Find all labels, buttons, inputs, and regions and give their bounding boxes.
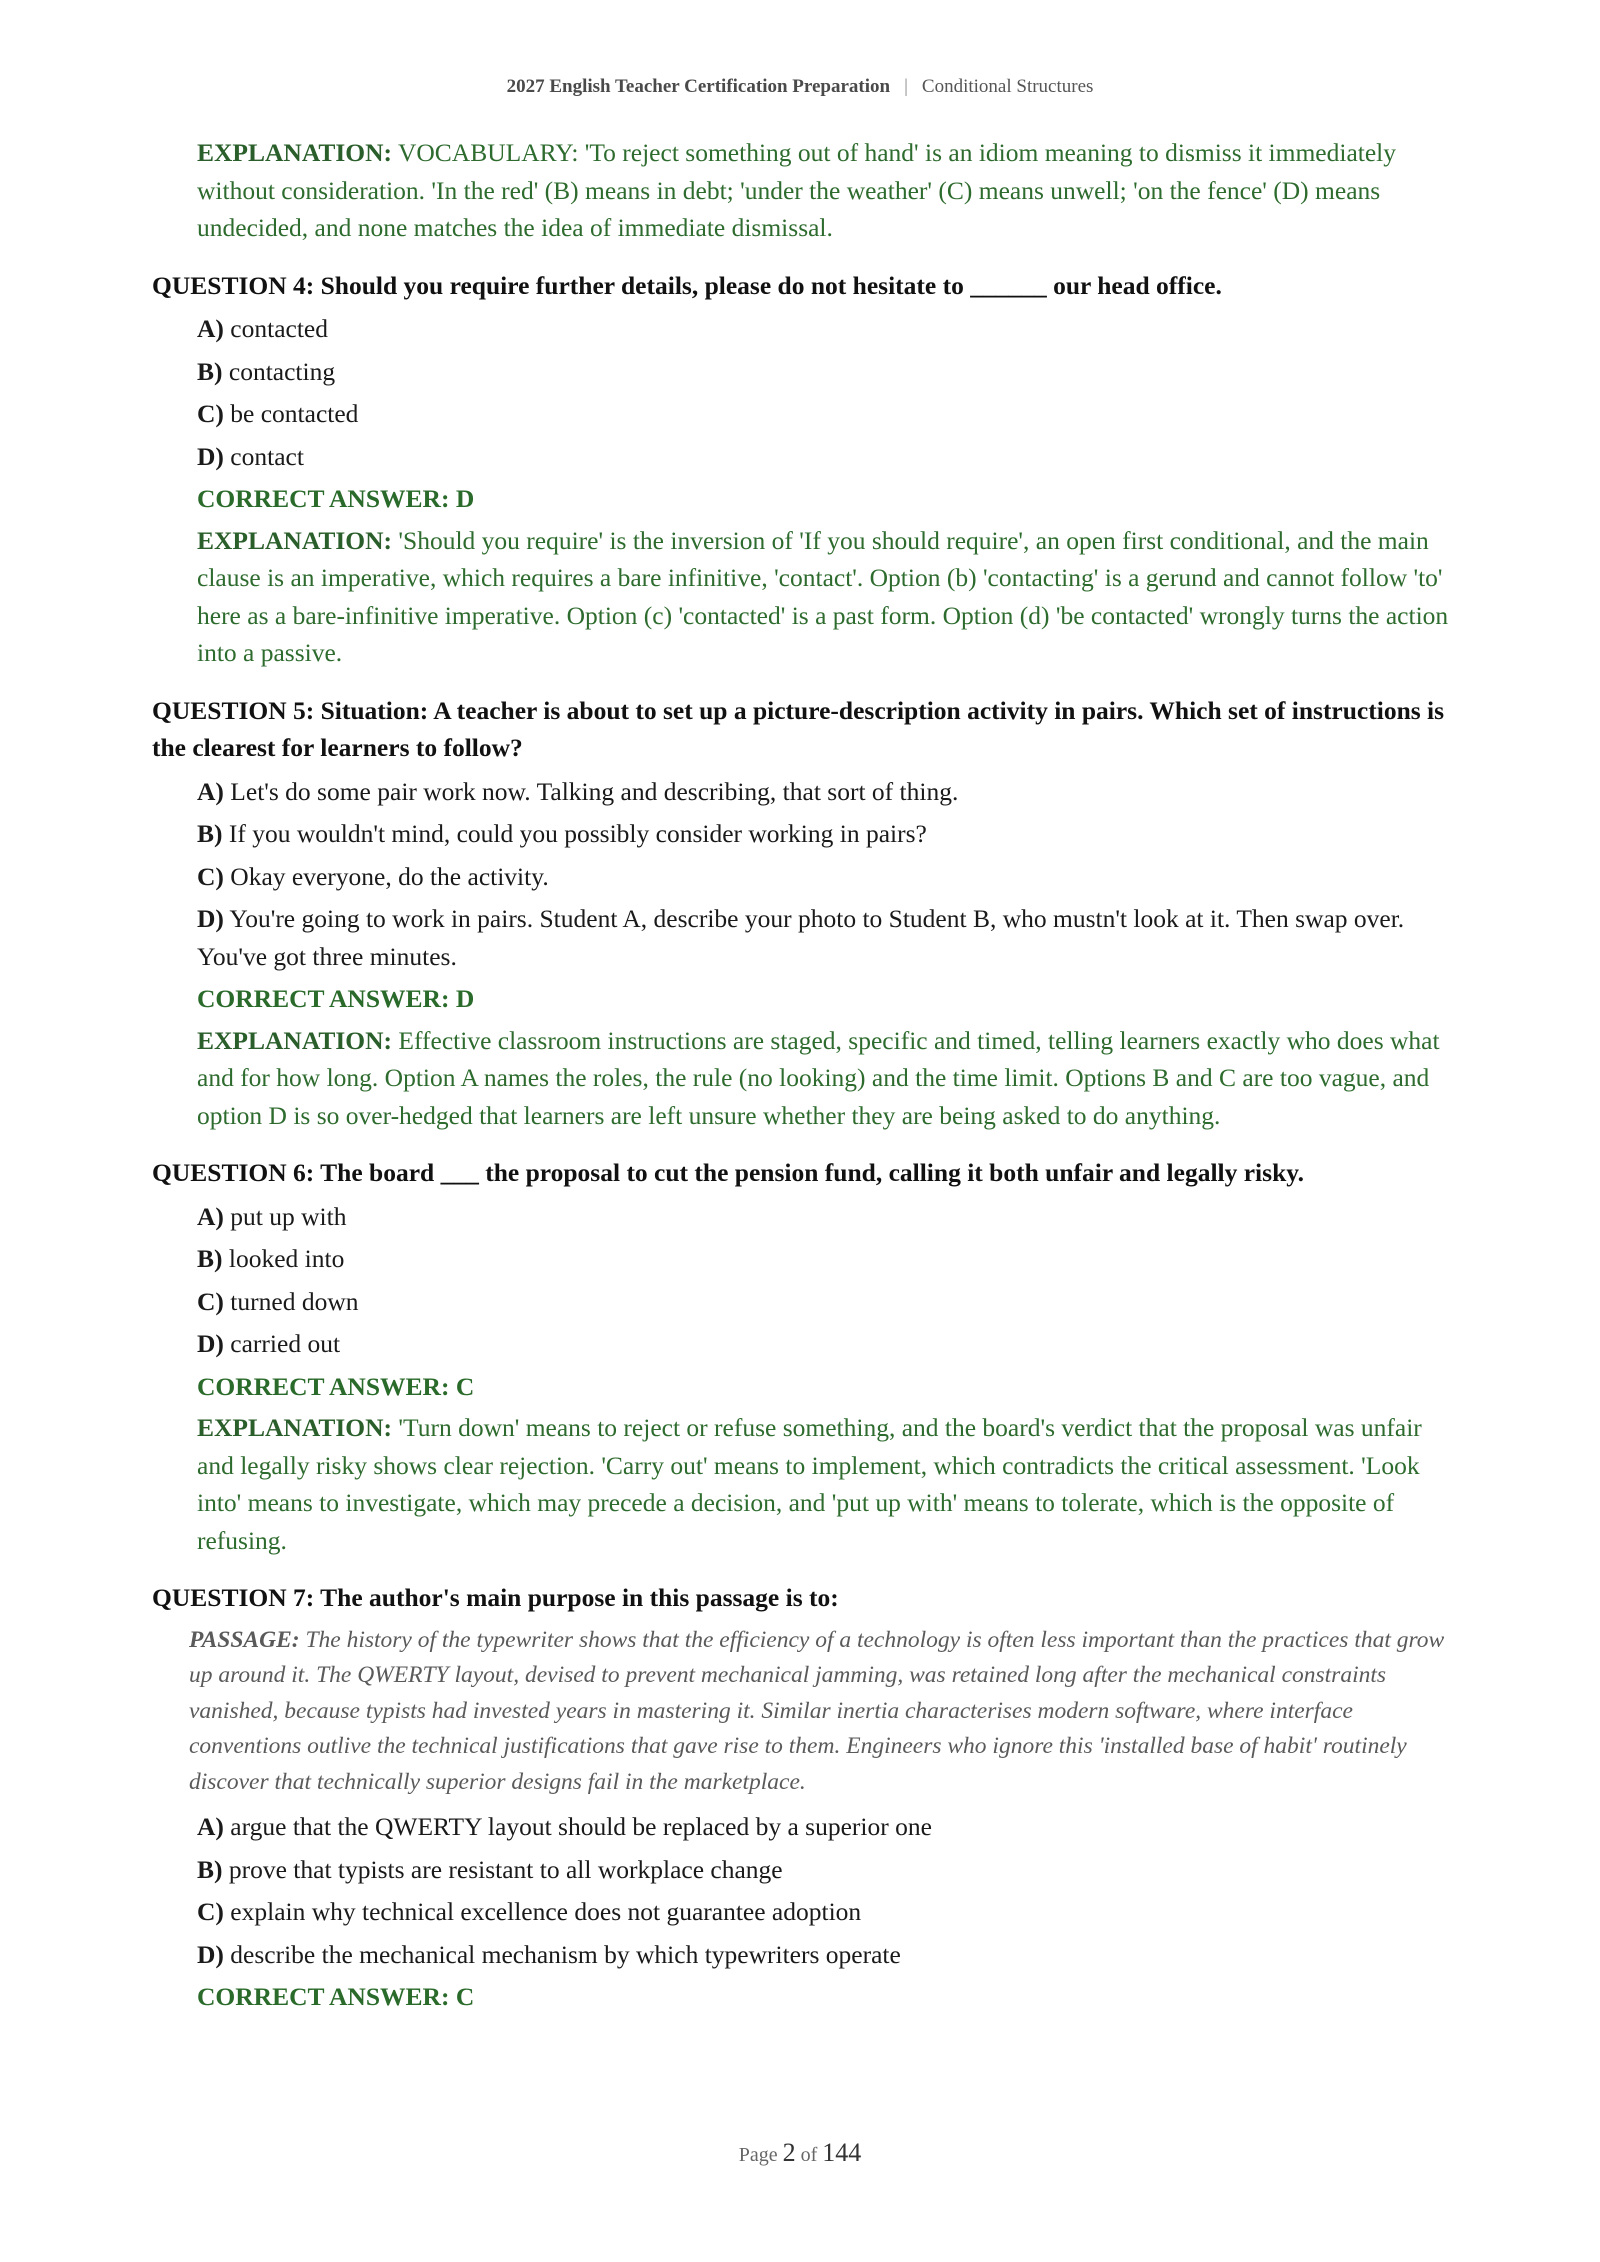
option-text: turned down xyxy=(230,1286,359,1316)
explanation-label: EXPLANATION: xyxy=(197,1413,393,1442)
question-block-4 xyxy=(152,267,1452,672)
option-b xyxy=(197,353,1452,391)
option-letter: D) xyxy=(197,1329,224,1358)
explanation-text: VOCABULARY: 'To reject something out of hand' is an idiom meaning to dismiss it immediately without consideration. 'In the red' (B) means in debt; 'under the weather' (C) means unwell; 'on the fence' (D) means undecided, and none matches the idea of immediate dismissal. xyxy=(197,138,1397,242)
option-text: describe the mechanical mechanism by which typewriters operate xyxy=(230,1939,901,1969)
option-text: If you wouldn't mind, could you possibly consider working in pairs? xyxy=(228,819,927,848)
total-pages: 144 xyxy=(822,2138,862,2167)
option-b xyxy=(197,1240,1452,1278)
option-letter: D) xyxy=(197,441,224,471)
page-footer xyxy=(0,2138,1600,2168)
correct-answer: CORRECT ANSWER: D xyxy=(197,984,475,1013)
section-title: Conditional Structures xyxy=(921,76,1094,97)
page-of-label: of xyxy=(800,2144,818,2166)
explanation-label: EXPLANATION: xyxy=(197,138,393,167)
option-letter: B) xyxy=(197,356,223,386)
option-d xyxy=(197,1325,1452,1363)
explanation-text: Effective classroom instructions are staged, specific and timed, telling learners exactly who does what and for how long. Option A names the roles, the rule (no looking) and the time limit. Options B and C are too vague, and option D is so over-hedged that learners are left unsure whether they are being asked to do anything. xyxy=(197,1025,1440,1130)
option-text: Let's do some pair work now. Talking and describing, that sort of thing. xyxy=(230,776,959,806)
option-text: put up with xyxy=(230,1201,347,1231)
option-text: contact xyxy=(230,441,304,471)
option-letter: C) xyxy=(197,1897,224,1926)
option-text: Okay everyone, do the activity. xyxy=(230,861,549,891)
option-text: contacting xyxy=(228,356,336,386)
question-title: QUESTION 6: The board ___ the proposal to cut the pension fund, calling it both unfair and legally risky. xyxy=(152,1158,1304,1187)
option-letter: B) xyxy=(197,1244,223,1273)
question-title: QUESTION 4: Should you require further details, please do not hesitate to ______ our head office. xyxy=(152,270,1222,300)
option-d xyxy=(197,900,1452,975)
passage-label: PASSAGE: xyxy=(189,1626,300,1653)
document-title: 2027 English Teacher Certification Preparation xyxy=(506,76,891,97)
option-letter: A) xyxy=(197,1201,224,1231)
option-d xyxy=(197,1936,1452,1974)
option-letter: D) xyxy=(197,904,224,933)
option-c xyxy=(197,1283,1452,1321)
option-text: You're going to work in pairs. Student A, describe your photo to Student B, who mustn't look at it. Then swap over. You've got three minutes. xyxy=(197,904,1405,971)
option-c xyxy=(197,858,1452,896)
passage-text: The history of the typewriter shows that the efficiency of a technology is often less important than the practices that grow up around it. The QWERTY layout, devised to prevent mechanical jamming, was retained long after the mechanical constraints vanished, because typists had invested years in mastering it. Similar inertia characterises modern software, where interface conventions outlive the technical justifications that gave rise to them. Engineers who ignore this 'installed base of habit' routinely discover that technically superior designs fail in the marketplace. xyxy=(189,1626,1445,1795)
option-c xyxy=(197,395,1452,433)
explanation xyxy=(197,522,1452,672)
option-letter: D) xyxy=(197,1939,224,1969)
option-letter: C) xyxy=(197,1286,224,1316)
explanation-label: EXPLANATION: xyxy=(197,1025,393,1055)
option-text: carried out xyxy=(230,1329,341,1358)
option-b xyxy=(197,1851,1452,1889)
option-text: looked into xyxy=(228,1244,345,1273)
option-text: be contacted xyxy=(230,399,359,428)
option-letter: A) xyxy=(197,314,224,343)
option-text: argue that the QWERTY layout should be replaced by a superior one xyxy=(230,1812,932,1841)
option-letter: C) xyxy=(197,861,224,891)
page-content xyxy=(152,134,1452,2020)
page-label: Page xyxy=(738,2144,778,2166)
running-header xyxy=(0,76,1600,98)
current-page-number: 2 xyxy=(782,2138,796,2167)
explanation-label: EXPLANATION: xyxy=(197,525,393,555)
correct-answer: CORRECT ANSWER: D xyxy=(197,484,475,513)
option-text: prove that typists are resistant to all workplace change xyxy=(228,1854,783,1884)
reading-passage xyxy=(189,1623,1452,1801)
option-text: contacted xyxy=(230,314,328,343)
explanation xyxy=(197,1022,1452,1135)
option-letter: B) xyxy=(197,819,223,848)
option-a xyxy=(197,1198,1452,1236)
option-letter: B) xyxy=(197,1854,223,1884)
option-letter: A) xyxy=(197,776,224,806)
option-a xyxy=(197,310,1452,348)
option-letter: C) xyxy=(197,399,224,428)
question-block-6 xyxy=(152,1154,1452,1559)
option-letter: A) xyxy=(197,1812,224,1841)
carryover-explanation xyxy=(197,134,1452,247)
explanation-text: 'Should you require' is the inversion of 'If you should require', an open first conditional, and the main clause is an imperative, which requires a bare infinitive, 'contact'. Option (b) 'contacting' is a gerund and cannot follow 'to' here as a bare-infinitive imperative. Option (c) 'contacted' is a past form. Option (d) 'be contacted' wrongly turns the action into a passive. xyxy=(197,525,1449,667)
option-b xyxy=(197,815,1452,853)
explanation-text: 'Turn down' means to reject or refuse something, and the board's verdict that the proposal was unfair and legally risky shows clear rejection. 'Carry out' means to implement, which contradicts the critical assessment. 'Look into' means to investigate, which may precede a decision, and 'put up with' means to tolerate, which is the opposite of refusing. xyxy=(197,1413,1422,1555)
option-text: explain why technical excellence does not guarantee adoption xyxy=(230,1897,862,1926)
question-title: QUESTION 5: Situation: A teacher is about to set up a picture-description activity in pairs. Which set of instructions is the clearest for learners to follow? xyxy=(152,695,1445,762)
explanation xyxy=(197,1409,1452,1559)
option-a xyxy=(197,773,1452,811)
correct-answer: CORRECT ANSWER: C xyxy=(197,1371,475,1401)
option-d xyxy=(197,438,1452,476)
question-block-7 xyxy=(152,1579,1452,2016)
option-c xyxy=(197,1893,1452,1931)
option-a xyxy=(197,1808,1452,1846)
question-block-5 xyxy=(152,692,1452,1135)
question-title: QUESTION 7: The author's main purpose in this passage is to: xyxy=(152,1583,839,1612)
header-separator: | xyxy=(904,76,908,97)
correct-answer: CORRECT ANSWER: C xyxy=(197,1982,475,2011)
